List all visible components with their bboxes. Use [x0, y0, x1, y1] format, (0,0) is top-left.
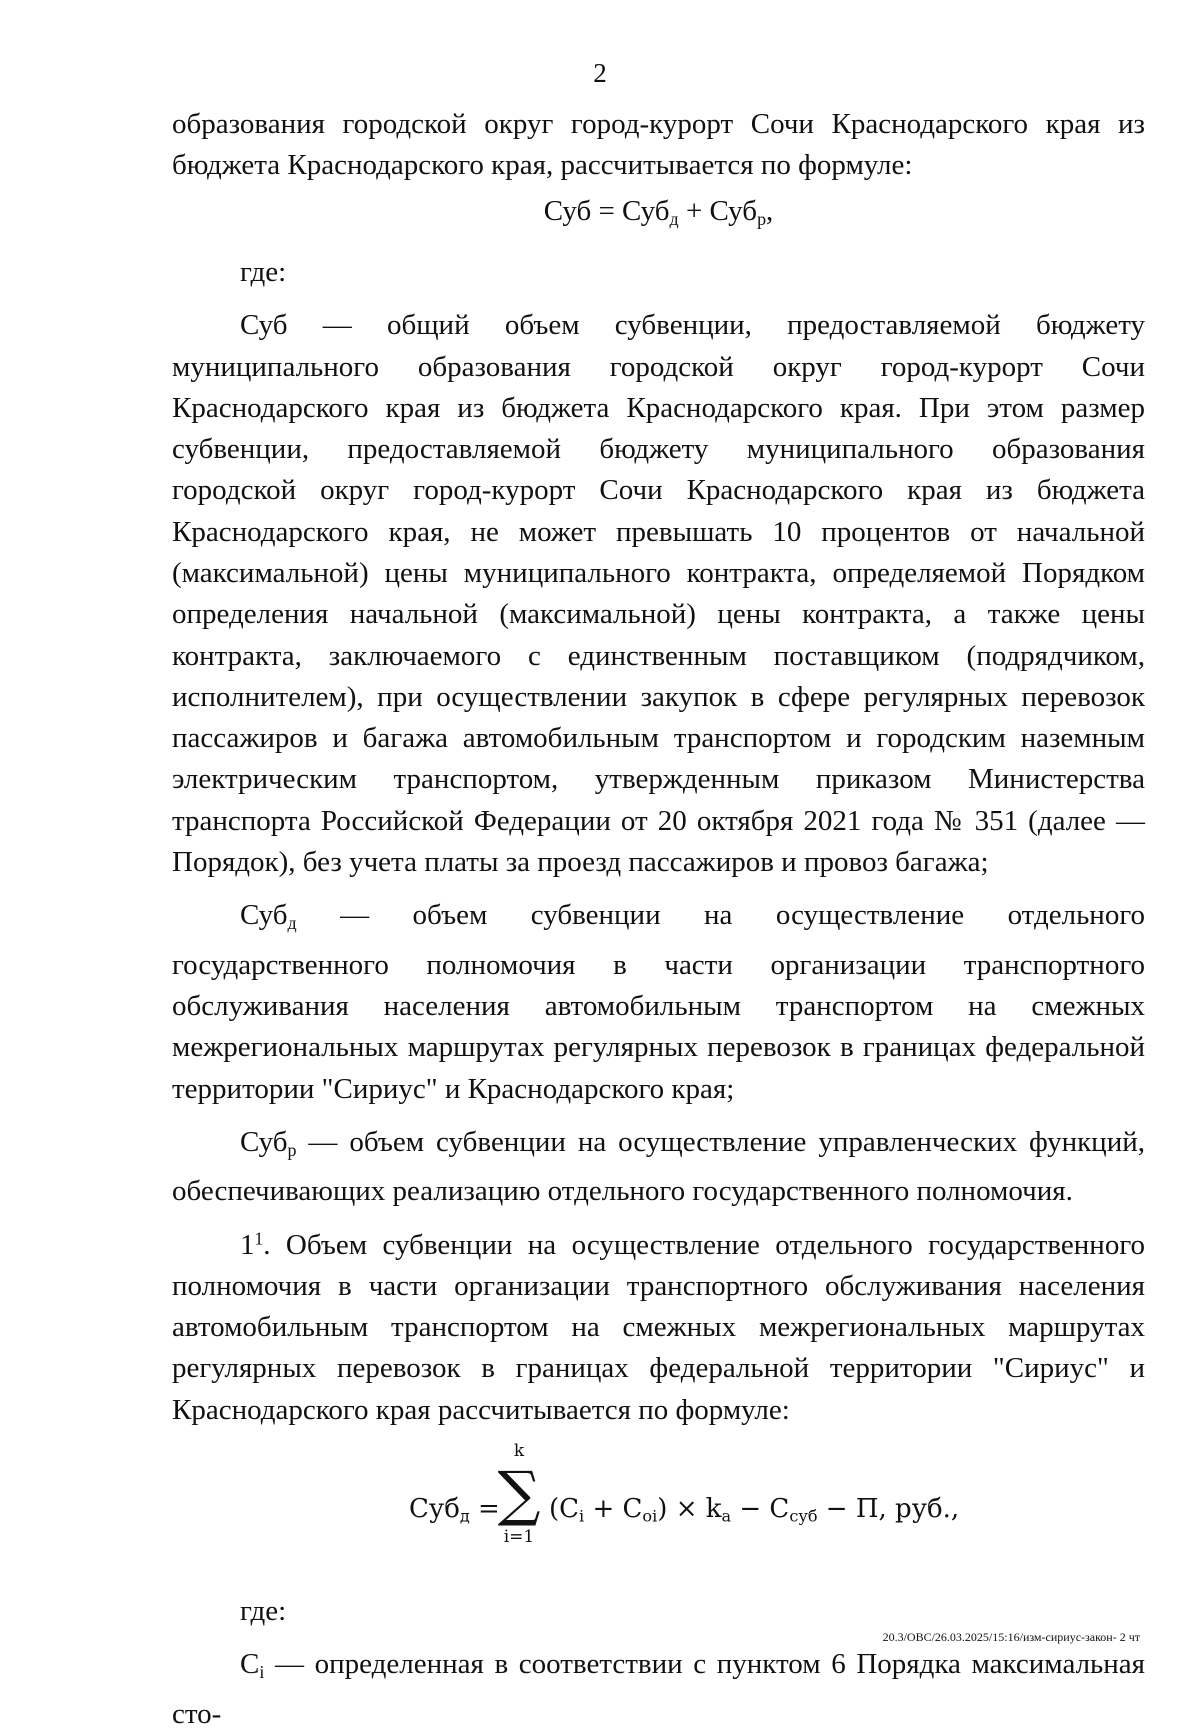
summation-sign: k ∑ i=1 — [497, 1441, 541, 1547]
page-number: 2 — [593, 58, 607, 88]
document-body — [172, 104, 1145, 1735]
footer-document-code: 20.3/ОВС/26.03.2025/15:16/изм-сириус-закон- 2 чт — [882, 1630, 1140, 1644]
sub-definition-paragraph: Суб — общий объем субвенции, предоставляемой бюджету муниципального образования городской округ город-курорт Сочи Краснодарского края из бюджета Краснодарского края. При этом размер субвенции, предоставляемой бюджету муниципального образования городской округ город-курорт Сочи Краснодарского края из бюджета Краснодарского края, не может превышать 10 процентов от начальной (максимальной) цены муниципального контракта, определяемой Порядком определения начальной (максимальной) цены контракта, а также цены контракта, заключаемого с единственным поставщиком (подрядчиком, исполнителем), при осуществлении закупок в сфере регулярных перевозок пассажиров и багажа автомобильным транспортом и городским наземным электрическим транспортом, утвержденным приказом Министерства транспорта Российской Федерации от 20 октября 2021 года № 351 (далее — Порядок), без учета платы за проезд пассажиров и провоз багажа; — [172, 309, 1145, 879]
clause-1-1-paragraph: $1^1$. Объем субвенции на осуществление отдельного государственного полномочия в части организации транспортного обслуживания населения автомобильным транспортом на смежных межрегиональных маршрутах регулярных перевозок в границах федеральной территории "Сириус" и Краснодарского края рассчитывается по формуле: — [172, 1227, 1145, 1426]
where-label-2: где: — [240, 1595, 287, 1627]
subd-definition-paragraph: Суб$_д$ — объем субвенции на осуществление отдельного государственного полномочия в части организации транспортного обслуживания населения автомобильным транспортом на смежных межрегиональных маршрутах регулярных перевозок в границах федеральной территории "Сириус" и Краснодарского края; — [172, 899, 1145, 1105]
formula-subd: Суб$_д$ = k ∑ i=1 $(C_i + C_{oi}) \times k_a - C_{суб} - П$, руб., — [409, 1441, 960, 1547]
subr-definition-paragraph: Суб$_р$ — объем субвенции на осуществление управленческих функций, обеспечивающих реализацию отдельного государственного полномочия. — [172, 1125, 1145, 1208]
where-label: где: — [240, 255, 287, 288]
formula-sub-total: Суб = Суб$_д$ + Суб$_р$, — [543, 194, 774, 229]
ci-definition-paragraph: $C_i$ — определенная в соответствии с пунктом 6 Порядка максимальная сто- — [172, 1648, 1145, 1730]
intro-paragraph: образования городской округ город-курорт Сочи Краснодарского края из бюджета Краснодарского края, рассчитывается по формуле: — [172, 108, 1145, 182]
